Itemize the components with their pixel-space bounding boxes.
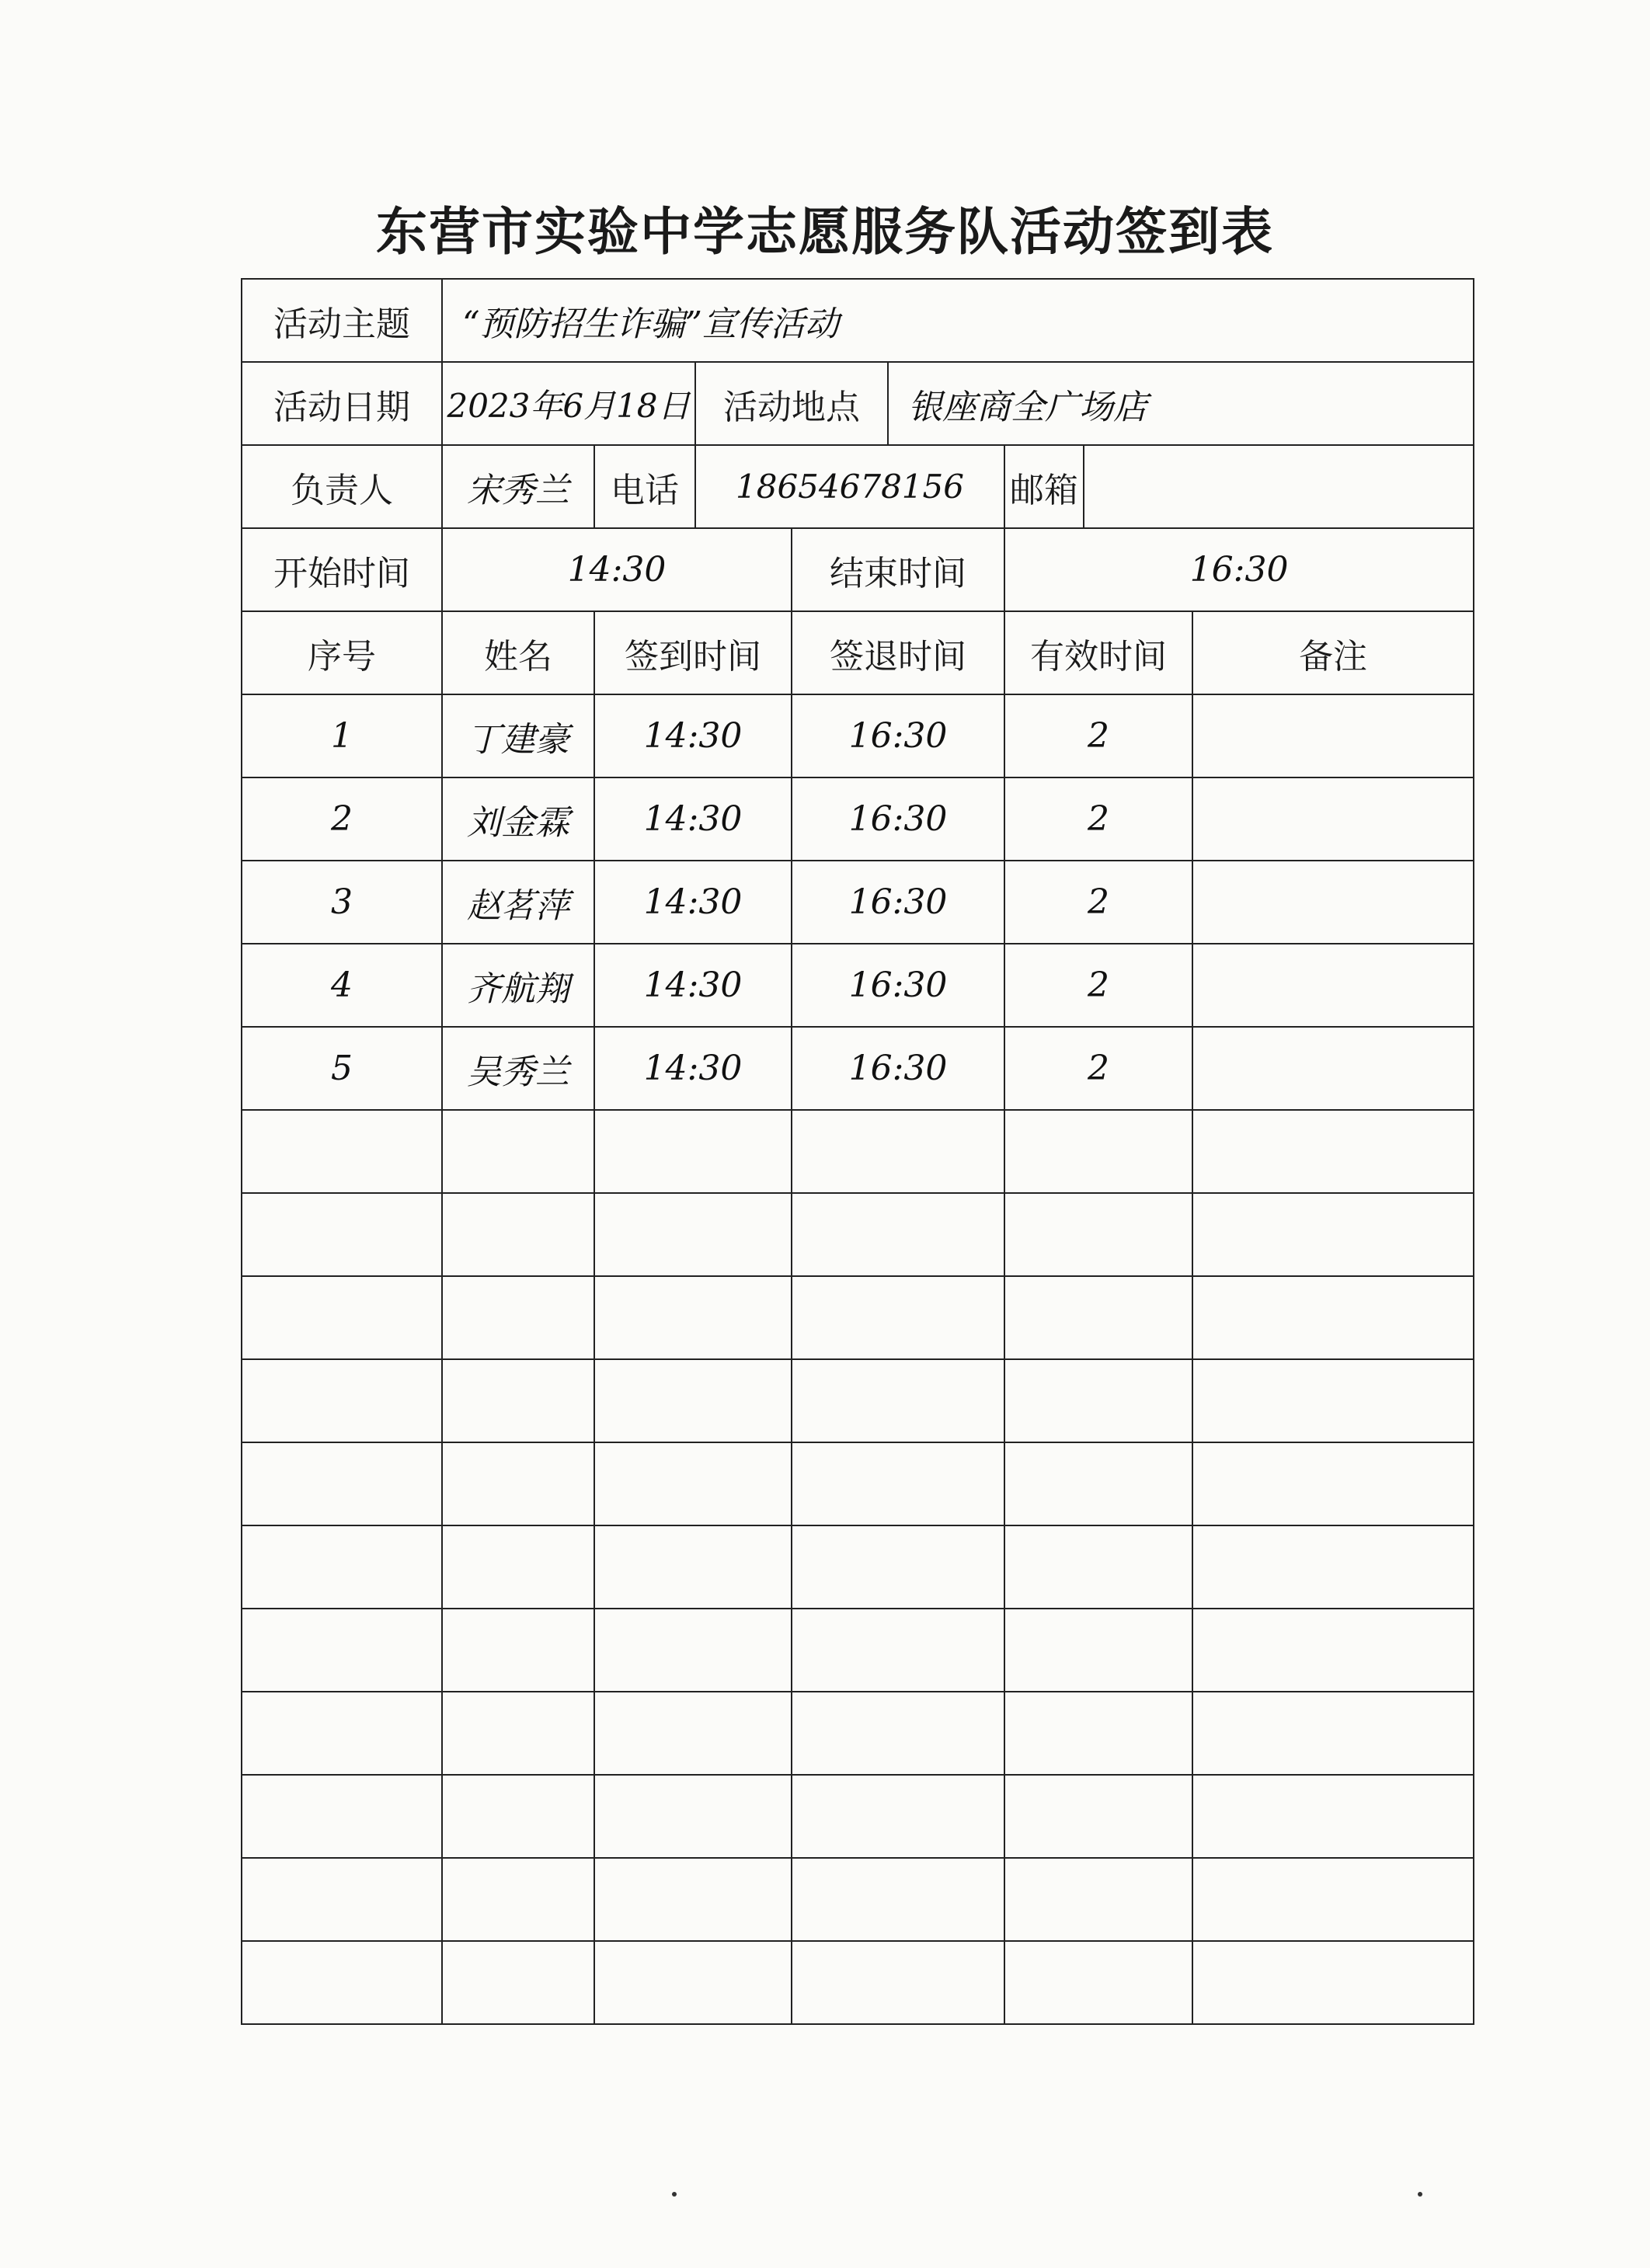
row-sign-in (594, 1359, 792, 1442)
table-row (242, 1193, 1474, 1276)
row-no (242, 1941, 442, 2024)
row-sign-out: 16:30 (792, 944, 1004, 1027)
table-row (242, 1276, 1474, 1359)
row-name: 赵茗萍 (442, 861, 594, 944)
row-no (242, 1609, 442, 1692)
row-hours (1004, 1110, 1192, 1193)
row-no (242, 1858, 442, 1941)
date-value: 2023年6月18日 (442, 362, 695, 445)
row-note (1192, 1027, 1474, 1110)
row-name (442, 1193, 594, 1276)
phone-value: 18654678156 (695, 445, 1004, 528)
row-name (442, 1359, 594, 1442)
table-row (242, 1858, 1474, 1941)
row-sign-out (792, 1775, 1004, 1858)
row-name: 刘金霖 (442, 777, 594, 861)
row-sign-in (594, 1858, 792, 1941)
row-sign-in: 14:30 (594, 944, 792, 1027)
row-hours (1004, 1775, 1192, 1858)
row-no (242, 1359, 442, 1442)
row-no (242, 1775, 442, 1858)
leader-label: 负责人 (242, 445, 442, 528)
row-note (1192, 1858, 1474, 1941)
row-sign-out (792, 1193, 1004, 1276)
row-sign-out (792, 1941, 1004, 2024)
row-no (242, 1442, 442, 1525)
row-no: 1 (242, 694, 442, 777)
row-name (442, 1276, 594, 1359)
row-sign-in: 14:30 (594, 1027, 792, 1110)
row-sign-in: 14:30 (594, 861, 792, 944)
row-sign-in (594, 1276, 792, 1359)
row-no: 3 (242, 861, 442, 944)
theme-label: 活动主题 (242, 279, 442, 362)
location-value: 银座商全广场店 (888, 362, 1474, 445)
row-note (1192, 1193, 1474, 1276)
col-name: 姓名 (442, 611, 594, 694)
col-sign-out: 签退时间 (792, 611, 1004, 694)
row-sign-in: 14:30 (594, 694, 792, 777)
row-sign-in (594, 1941, 792, 2024)
row-sign-out (792, 1858, 1004, 1941)
row-no (242, 1525, 442, 1609)
row-sign-out (792, 1609, 1004, 1692)
row-sign-out: 16:30 (792, 861, 1004, 944)
col-note: 备注 (1192, 611, 1474, 694)
row-name: 吴秀兰 (442, 1027, 594, 1110)
row-sign-in (594, 1525, 792, 1609)
row-sign-out: 16:30 (792, 694, 1004, 777)
row-hours (1004, 1609, 1192, 1692)
row-sign-out (792, 1525, 1004, 1609)
col-hours: 有效时间 (1004, 611, 1192, 694)
row-name (442, 1110, 594, 1193)
row-sign-out (792, 1692, 1004, 1775)
location-label: 活动地点 (695, 362, 888, 445)
row-note (1192, 1110, 1474, 1193)
end-time-value: 16:30 (1004, 528, 1474, 611)
row-hours (1004, 1442, 1192, 1525)
email-label: 邮箱 (1004, 445, 1084, 528)
row-hours: 2 (1004, 694, 1192, 777)
row-note (1192, 1442, 1474, 1525)
row-no (242, 1110, 442, 1193)
leader-row (242, 445, 1474, 528)
table-row (242, 1442, 1474, 1525)
row-hours (1004, 1858, 1192, 1941)
col-sign-in: 签到时间 (594, 611, 792, 694)
phone-label: 电话 (594, 445, 695, 528)
row-note (1192, 944, 1474, 1027)
leader-value: 宋秀兰 (442, 445, 594, 528)
row-note (1192, 694, 1474, 777)
row-note (1192, 1775, 1474, 1858)
date-row (242, 362, 1474, 445)
table-row (242, 1775, 1474, 1858)
row-no: 4 (242, 944, 442, 1027)
row-sign-out (792, 1359, 1004, 1442)
table-row (242, 1027, 1474, 1110)
column-header-row (242, 611, 1474, 694)
row-name: 丁建豪 (442, 694, 594, 777)
start-time-label: 开始时间 (242, 528, 442, 611)
row-sign-in (594, 1775, 792, 1858)
form-title: 东营市实验中学志愿服务队活动签到表 (376, 202, 1274, 262)
row-sign-in (594, 1609, 792, 1692)
row-sign-in (594, 1110, 792, 1193)
email-value (1084, 445, 1474, 528)
row-no (242, 1692, 442, 1775)
table-row (242, 1525, 1474, 1609)
theme-row (242, 279, 1474, 362)
row-hours: 2 (1004, 944, 1192, 1027)
row-name (442, 1609, 594, 1692)
row-name (442, 1858, 594, 1941)
row-hours: 2 (1004, 1027, 1192, 1110)
row-no (242, 1276, 442, 1359)
row-sign-in (594, 1692, 792, 1775)
row-sign-out (792, 1276, 1004, 1359)
date-label: 活动日期 (242, 362, 442, 445)
row-name (442, 1525, 594, 1609)
end-time-label: 结束时间 (792, 528, 1004, 611)
table-row (242, 1110, 1474, 1193)
row-sign-out: 16:30 (792, 777, 1004, 861)
row-no (242, 1193, 442, 1276)
row-name (442, 1941, 594, 2024)
row-sign-out (792, 1442, 1004, 1525)
row-note (1192, 1525, 1474, 1609)
table-row (242, 1692, 1474, 1775)
table-row (242, 861, 1474, 944)
row-note (1192, 1692, 1474, 1775)
row-name: 齐航翔 (442, 944, 594, 1027)
sign-in-table (241, 278, 1474, 2025)
row-note (1192, 861, 1474, 944)
row-sign-out (792, 1110, 1004, 1193)
table-row (242, 694, 1474, 777)
row-sign-in: 14:30 (594, 777, 792, 861)
row-hours: 2 (1004, 861, 1192, 944)
start-time-value: 14:30 (442, 528, 792, 611)
row-name (442, 1692, 594, 1775)
table-row (242, 944, 1474, 1027)
row-name (442, 1775, 594, 1858)
table-row (242, 777, 1474, 861)
row-note (1192, 777, 1474, 861)
paper-speck (672, 2192, 677, 2197)
table-row (242, 1359, 1474, 1442)
row-hours (1004, 1359, 1192, 1442)
row-hours (1004, 1525, 1192, 1609)
col-no: 序号 (242, 611, 442, 694)
row-note (1192, 1609, 1474, 1692)
row-sign-out: 16:30 (792, 1027, 1004, 1110)
row-note (1192, 1359, 1474, 1442)
row-hours (1004, 1193, 1192, 1276)
row-hours (1004, 1692, 1192, 1775)
row-no: 2 (242, 777, 442, 861)
row-name (442, 1442, 594, 1525)
table-row (242, 1609, 1474, 1692)
row-note (1192, 1276, 1474, 1359)
theme-value: “预防招生诈骗”宣传活动 (442, 279, 1474, 362)
row-note (1192, 1941, 1474, 2024)
row-sign-in (594, 1193, 792, 1276)
row-sign-in (594, 1442, 792, 1525)
time-row (242, 528, 1474, 611)
paper-speck (1418, 2192, 1422, 2197)
row-hours (1004, 1276, 1192, 1359)
row-hours (1004, 1941, 1192, 2024)
row-no: 5 (242, 1027, 442, 1110)
table-row (242, 1941, 1474, 2024)
row-hours: 2 (1004, 777, 1192, 861)
